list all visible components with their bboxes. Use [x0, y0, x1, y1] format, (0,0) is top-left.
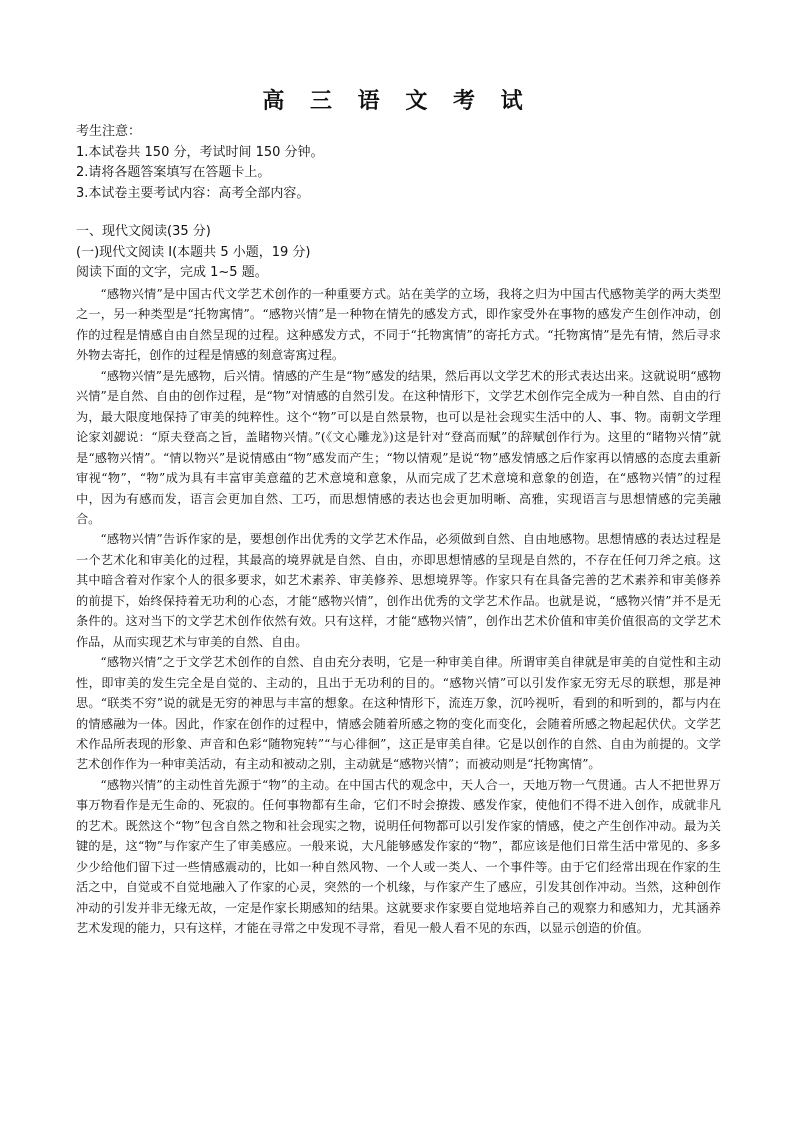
exam-notice [76, 122, 726, 204]
section-instruction: 阅读下面的文字，完成 1~5 题。 [76, 265, 268, 280]
section-sub-heading: (一)现代文阅读 I(本题共 5 小题，19 分) [76, 244, 311, 260]
notice-item: 2.请将各题答案填写在答题卡上。 [76, 165, 271, 180]
passage-paragraph: “感物兴情”是先感物，后兴情。情感的产生是“物”感发的结果，然后再以文学艺术的形式表达出来。这就说明“感物兴情”是自然、自由的创作过程，是“物”对情感的自然引发。在这种情形下，文学艺术创作完全成为一种自然、自由的行为，最大限度地保持了审美的纯粹性。这个“物”可以是自然景物，也可以是社会现实生活中的人、事、物。南朝文学理论家刘勰说：“原夫登高之旨，盖睹物兴情。”(《文心雕龙》)这是针对“登高而赋”的辞赋创作行为。这里的“睹物兴情”就是“感物兴情”。“情以物兴”是说情感由“物”感发而产生；“物以情观”是说“物”感发情感之后作家再以情感的态度去重新审视“物”，“物”成为具有丰富审美意蕴的艺术意境和意象，从而完成了艺术意境和意象的创造，在“感物兴情”的过程中，因为有感而发，语言会更加自然、工巧，而思想情感的表达也会更加明晰、高雅，实现语言与思想情感的完美融合。 [76, 368, 721, 526]
exam-title: 高 三 语 文 考 试 [262, 89, 532, 114]
passage-paragraph: “感物兴情”是中国古代文学艺术创作的一种重要方式。站在美学的立场，我将之归为中国古代感物美学的两大类型之一，另一种类型是“托物寓情”。“感物兴情”是一种物在情先的感发方式，即作家受外在事物的感发产生创作冲动，创作的过程是情感自由自然呈现的过程。这种感发方式，不同于“托物寓情”的寄托方式。“托物寓情”是先有情，然后寻求外物去寄托，创作的过程是情感的刻意寄寓过程。 [76, 287, 721, 363]
passage-paragraph: “感物兴情”告诉作家的是，要想创作出优秀的文学艺术作品，必须做到自然、自由地感物。思想情感的表达过程是一个艺术化和审美化的过程，其最高的境界就是自然、自由，亦即思想情感的呈现是自然的，不存在任何刀斧之痕。这其中暗含着对作家个人的很多要求，如艺术素养、审美修养、思想境界等。作家只有在具备完善的艺术素养和审美修养的前提下，始终保持着无功利的心态，才能“感物兴情”，创作出优秀的文学艺术作品。也就是说，“感物兴情”并不是无条件的。这对当下的文学艺术创作依然有效。只有这样，才能“感物兴情”，创作出艺术价值和审美价值很高的文学艺术作品，从而实现艺术与审美的自然、自由。 [76, 532, 721, 649]
passage-paragraph: “感物兴情”之于文学艺术创作的自然、自由充分表明，它是一种审美自律。所谓审美自律就是审美的自觉性和主动性，即审美的发生完全是自觉的、主动的，且出于无功利的目的。“感物兴情”可以引发作家无穷无尽的联想，那是神思。“联类不穷”说的就是无穷的神思与丰富的想象。在这种情形下，流连万象，沉吟视听，看到的和听到的，都与内在的情感融为一体。因此，作家在创作的过程中，情感会随着所感之物的变化而变化，会随着所感之物起起伏伏。文学艺术作品所表现的形象、声音和色彩“随物宛转”“与心徘徊”，这正是审美自律。它是以创作的自然、自由为前提的。文学艺术创作作为一种审美活动，有主动和被动之别，主动就是“感物兴情”；而被动则是“托物寓情”。 [76, 655, 721, 772]
section-heading: 一、现代文阅读(35 分) [76, 224, 211, 239]
reading-passage [76, 284, 721, 939]
section-header [76, 222, 726, 284]
notice-item: 3.本试卷主要考试内容：高考全部内容。 [76, 185, 310, 201]
notice-heading: 考生注意： [76, 124, 142, 139]
notice-item: 1.本试卷共 150 分，考试时间 150 分钟。 [76, 144, 324, 160]
passage-paragraph: “感物兴情”的主动性首先源于“物”的主动。在中国古代的观念中，天人合一，天地万物一气贯通。古人不把世界万事万物看作是无生命的、死寂的。任何事物都有生命，它们不时会撩拨、感发作家，使他们不得不进入创作，成就非凡的艺术。既然这个“物”包含自然之物和社会现实之物，说明任何物都可以引发作家的情感，使之产生创作冲动。最为关键的是，这“物”与作家产生了审美感应。一般来说，大凡能够感发作家的“物”，都应该是他们日常生活中常见的、多多少少给他们留下过一些情感震动的，比如一种自然风物、一个人或一类人、一个事件等。由于它们经常出现在作家的生活之中，自觉或不自觉地融入了作家的心灵，突然的一个机缘，与作家产生了感应，引发其创作冲动。当然，这种创作冲动的引发并非无缘无故，一定是作家长期感知的结果。这就要求作家要自觉地培养自己的观察力和感知力，尤其涵养艺术发现的能力，只有这样，才能在寻常之中发现不寻常，看见一般人看不见的东西，以显示创造的价值。 [76, 777, 721, 936]
